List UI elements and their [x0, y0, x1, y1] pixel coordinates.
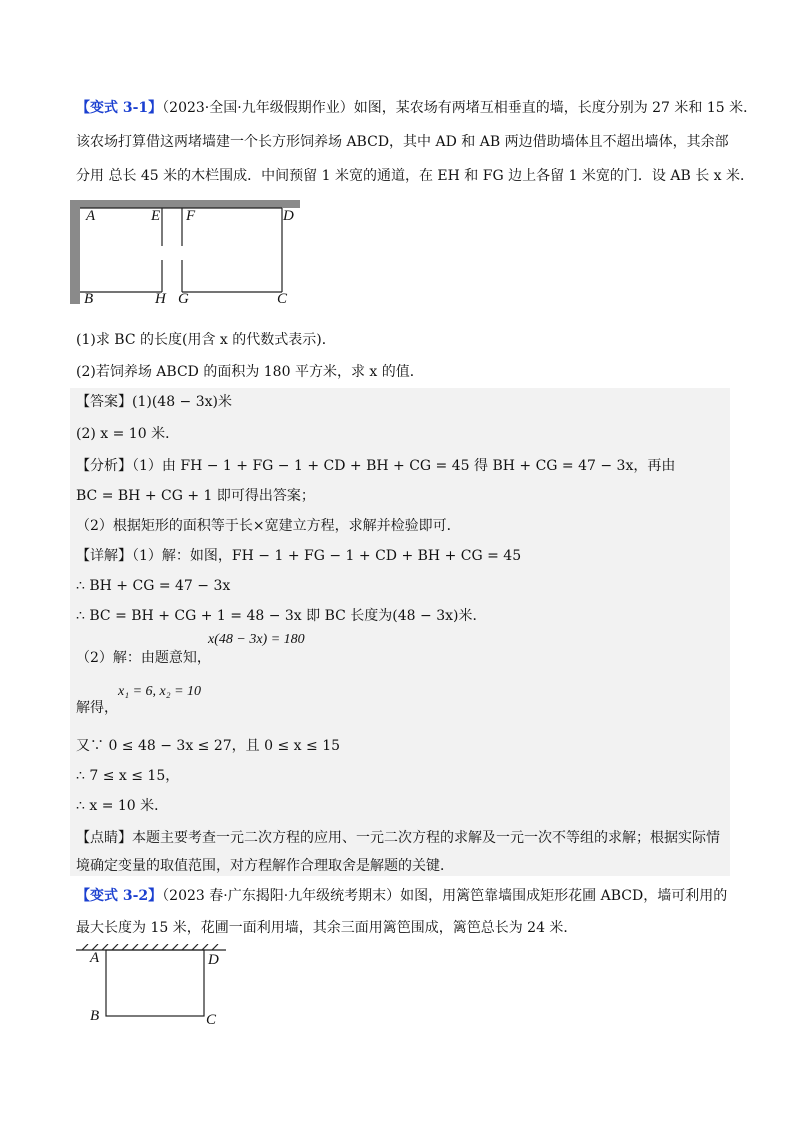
hatch-7 — [142, 944, 148, 950]
hatch-10 — [172, 944, 178, 950]
answer-a2: (2) x = 10 米． — [76, 426, 180, 442]
hatch-6 — [132, 944, 138, 950]
comment-line1: 【点睛】本题主要考查一元二次方程的应用、一元二次方程的求解及一元一次不等组的求解；根据实际情 — [76, 830, 720, 846]
hatch-11 — [182, 944, 188, 950]
detail-line8: ∴ x = 10 米． — [76, 798, 169, 814]
analysis-line3: （2）根据矩形的面积等于长×宽建立方程，求解并检验即可． — [76, 518, 461, 534]
q2-label-b: B — [90, 1008, 100, 1024]
q1-label-b: B — [84, 291, 94, 307]
wall-top — [70, 200, 300, 208]
q2-label-c: C — [206, 1012, 217, 1028]
hatch-3 — [102, 944, 108, 950]
equation-1: x(48 − 3x) = 180 — [208, 632, 305, 647]
hatch-1 — [82, 944, 88, 950]
q1-tag: 【变式 3-1】 — [76, 100, 163, 116]
detail-line2: ∴ BH + CG = 47 − 3x — [76, 578, 231, 594]
hatch-12 — [192, 944, 198, 950]
answer-a1: 【答案】(1)(48 − 3x)米 — [76, 394, 233, 410]
hatch-14 — [212, 944, 218, 950]
q2-tag: 【变式 3-2】 — [76, 888, 163, 904]
detail-line3: ∴ BC = BH + CG + 1 = 48 − 3x 即 BC 长度为(48 − 3x)米． — [76, 608, 487, 624]
q1-label-a: A — [86, 208, 96, 224]
comment-line2: 境确定变量的取值范围，对方程解作合理取舍是解题的关键． — [76, 858, 454, 874]
equation-2: x₁ = 6, x₂ = 10 — [118, 684, 202, 699]
hatch-4 — [112, 944, 118, 950]
q1-label-d: D — [283, 208, 294, 224]
analysis-line2: BC = BH + CG + 1 即可得出答案； — [76, 488, 315, 504]
q1-line3: 分用 总长 45 米的木栏围成．中间预留 1 米宽的通道，在 EH 和 FG 边上各留 1 米宽的门．设 AB 长 x 米． — [76, 168, 754, 184]
q1-line1 — [76, 98, 757, 118]
garden-rect — [106, 950, 204, 1016]
hatch-8 — [152, 944, 158, 950]
q1-label-f: F — [186, 208, 196, 224]
detail-line7: ∴ 7 ≤ x ≤ 15， — [76, 768, 180, 784]
q2-line1-text: （2023 春·广东揭阳·九年级统考期末）如图，用篱笆靠墙围成矩形花圃 ABCD，墙可利用的 — [162, 888, 728, 904]
q1-label-g: G — [178, 291, 189, 307]
hatch-13 — [202, 944, 208, 950]
hatch-9 — [162, 944, 168, 950]
detail-line6: 又∵ 0 ≤ 48 − 3x ≤ 27，且 0 ≤ x ≤ 15 — [76, 738, 341, 754]
q2-label-d: D — [208, 952, 219, 968]
detail-line5: 解得， — [76, 700, 118, 716]
detail-line4: （2）解：由题意知， — [76, 650, 211, 666]
q1-sub1: (1)求 BC 的长度(用含 x 的代数式表示)． — [76, 332, 336, 348]
analysis-line1: 【分析】（1）由 FH − 1 + FG − 1 + CD + BH + CG = 45 得 BH + CG = 47 − 3x，再由 — [76, 458, 676, 474]
hatch-5 — [122, 944, 128, 950]
detail-line1: 【详解】（1）解：如图，FH − 1 + FG − 1 + CD + BH + CG = 45 — [76, 548, 522, 564]
q1-label-e: E — [151, 208, 161, 224]
q2-line2: 最大长度为 15 米，花圃一面利用墙，其余三面用篱笆围成，篱笆总长为 24 米． — [76, 920, 578, 936]
q2-line1 — [76, 886, 727, 906]
wall-left — [70, 200, 80, 304]
q1-line2: 该农场打算借这两堵墙建一个长方形饲养场 ABCD，其中 AD 和 AB 两边借助墙体且不超出墙体，其余部 — [76, 134, 729, 150]
q1-label-c: C — [277, 291, 288, 307]
q2-label-a: A — [90, 950, 100, 966]
q1-sub2: (2)若饲养场 ABCD 的面积为 180 平方米，求 x 的值． — [76, 364, 424, 380]
q1-label-h: H — [155, 291, 166, 307]
q1-line1-text: （2023·全国·九年级假期作业）如图，某农场有两堵互相垂直的墙，长度分别为 27 米和 15 米． — [162, 100, 758, 116]
